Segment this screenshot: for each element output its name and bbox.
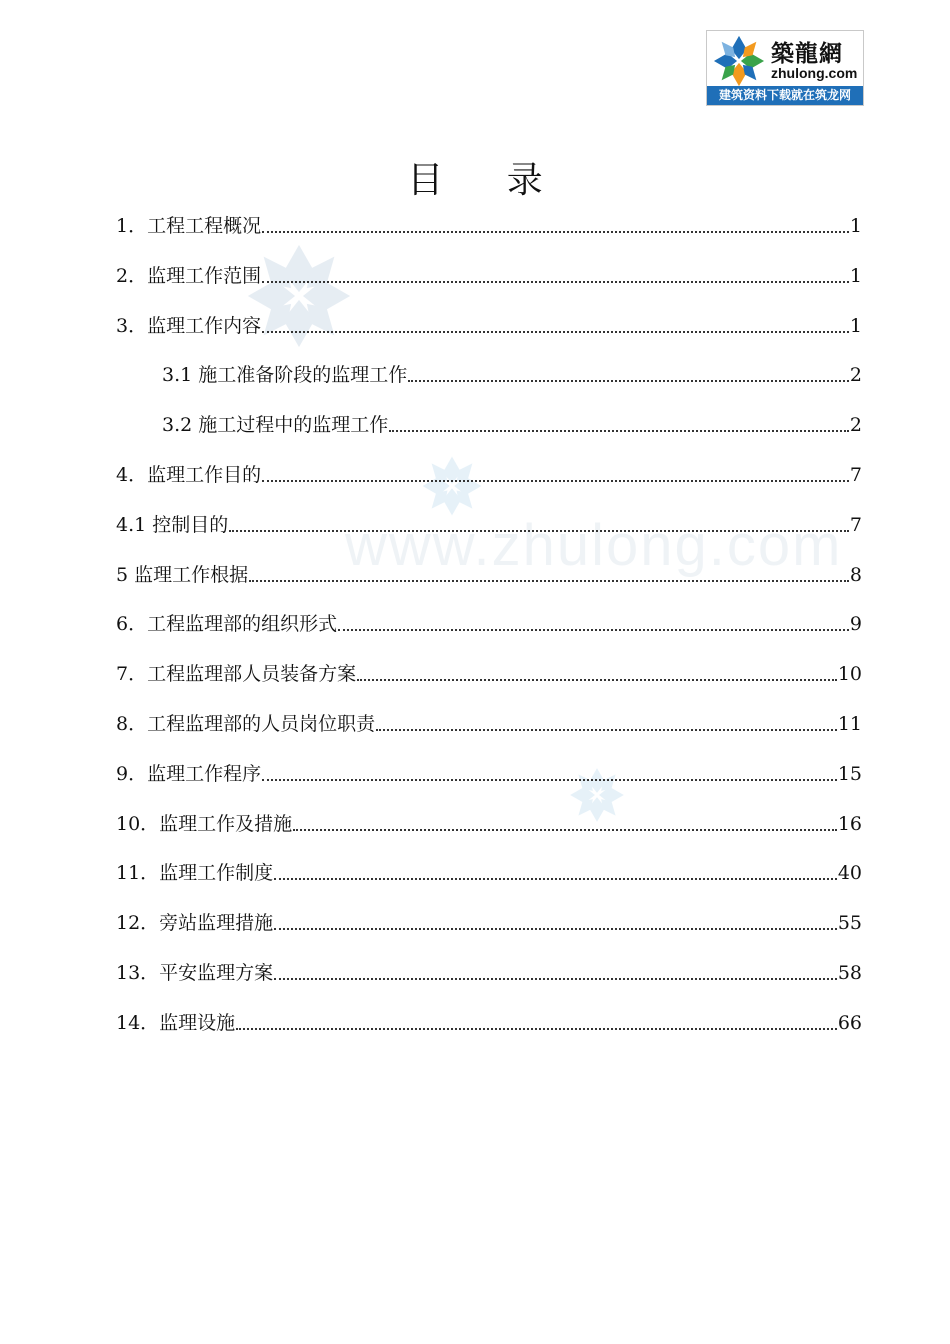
- toc-entry-title: 1．工程工程概况: [116, 215, 262, 237]
- toc-entry-title: 4.1 控制目的: [116, 513, 229, 536]
- toc-leader-dots: [274, 927, 837, 930]
- toc-entry-page-number: 10: [837, 663, 862, 686]
- toc-leader-dots: [338, 628, 849, 631]
- toc-entry-title: 3.2 施工过程中的监理工作: [162, 414, 389, 437]
- toc-entry-page-number: 55: [837, 912, 862, 935]
- toc-entry-page-number: 7: [849, 513, 862, 536]
- toc-entry-page-number: 9: [849, 613, 862, 636]
- watermark-text: www.zhulong.com: [345, 513, 843, 578]
- logo-slogan: 建筑资料下载就在筑龙网: [707, 86, 863, 105]
- toc-entry[interactable]: [116, 905, 862, 935]
- toc-entry-page-number: 11: [837, 713, 862, 735]
- toc-leader-dots: [236, 1027, 837, 1030]
- toc-entry[interactable]: [116, 706, 862, 736]
- toc-entry-page-number: 1: [849, 264, 862, 287]
- toc-entry[interactable]: [116, 308, 862, 338]
- toc-entry-page-number: 2: [849, 414, 862, 437]
- toc-entry-title: 14．监理设施: [116, 1011, 236, 1034]
- toc-entry-page-number: 8: [849, 563, 862, 586]
- toc-entry[interactable]: [116, 855, 862, 885]
- zhulong-logo: [706, 30, 864, 106]
- toc-entry-title: 6．工程监理部的组织形式: [116, 613, 338, 636]
- toc-entry-title: 4．监理工作目的: [116, 464, 262, 486]
- toc-entry[interactable]: [116, 507, 862, 537]
- toc-entry[interactable]: [116, 457, 862, 487]
- toc-entry[interactable]: [116, 258, 862, 288]
- toc-entry-page-number: 66: [837, 1011, 862, 1034]
- toc-leader-dots: [249, 579, 849, 582]
- toc-entry[interactable]: [116, 557, 862, 587]
- toc-leader-dots: [229, 529, 849, 532]
- toc-leader-dots: [274, 977, 837, 980]
- toc-entry-page-number: 16: [837, 812, 862, 835]
- toc-entry-page-number: 1: [849, 215, 862, 237]
- toc-entry[interactable]: [162, 407, 862, 437]
- toc-entry-page-number: 58: [837, 962, 862, 984]
- toc-leader-dots: [376, 728, 837, 731]
- toc-entry-title: 5 监理工作根据: [116, 563, 249, 586]
- toc-leader-dots: [293, 828, 837, 831]
- toc-entry[interactable]: [162, 357, 862, 387]
- toc-entry-title: 11．监理工作制度: [116, 862, 274, 885]
- toc-leader-dots: [274, 877, 837, 880]
- toc-leader-dots: [262, 230, 849, 233]
- toc-entry[interactable]: [116, 1005, 862, 1035]
- toc-entry-title: 7．工程监理部人员装备方案: [116, 663, 357, 686]
- toc-entry-title: 9．监理工作程序: [116, 762, 262, 785]
- toc-entry-page-number: 1: [849, 314, 862, 337]
- toc-entry[interactable]: [116, 806, 862, 836]
- toc-entry-title: 3.1 施工准备阶段的监理工作: [162, 364, 408, 387]
- toc-leader-dots: [389, 429, 849, 432]
- toc-entry[interactable]: [116, 208, 862, 238]
- toc-entry-title: 2．监理工作范围: [116, 264, 262, 287]
- toc-entry[interactable]: [116, 756, 862, 786]
- zhulong-emblem-icon: [710, 34, 768, 88]
- toc-entry-title: 10．监理工作及措施: [116, 812, 293, 835]
- logo-domain: zhulong.com: [771, 65, 858, 81]
- toc-leader-dots: [262, 778, 837, 781]
- toc-entry[interactable]: [116, 656, 862, 686]
- page-title: 目 录: [407, 160, 569, 201]
- toc-leader-dots: [262, 330, 849, 333]
- logo-chinese-name: 築龍網: [771, 41, 843, 67]
- toc-entry-page-number: 15: [837, 762, 862, 785]
- toc-leader-dots: [262, 280, 849, 283]
- toc-entry-page-number: 7: [849, 464, 862, 486]
- toc-entry-title: 12．旁站监理措施: [116, 912, 274, 935]
- toc-entry-title: 3．监理工作内容: [116, 314, 262, 337]
- toc-entry-page-number: 40: [837, 862, 862, 885]
- toc-entry[interactable]: [116, 606, 862, 636]
- toc-entry-page-number: 2: [849, 364, 862, 387]
- toc-leader-dots: [357, 678, 837, 681]
- toc-entry[interactable]: [116, 955, 862, 985]
- toc-entry-title: 13．平安监理方案: [116, 962, 274, 984]
- toc-leader-dots: [262, 479, 849, 482]
- toc-leader-dots: [408, 379, 849, 382]
- toc-entry-title: 8．工程监理部的人员岗位职责: [116, 713, 376, 735]
